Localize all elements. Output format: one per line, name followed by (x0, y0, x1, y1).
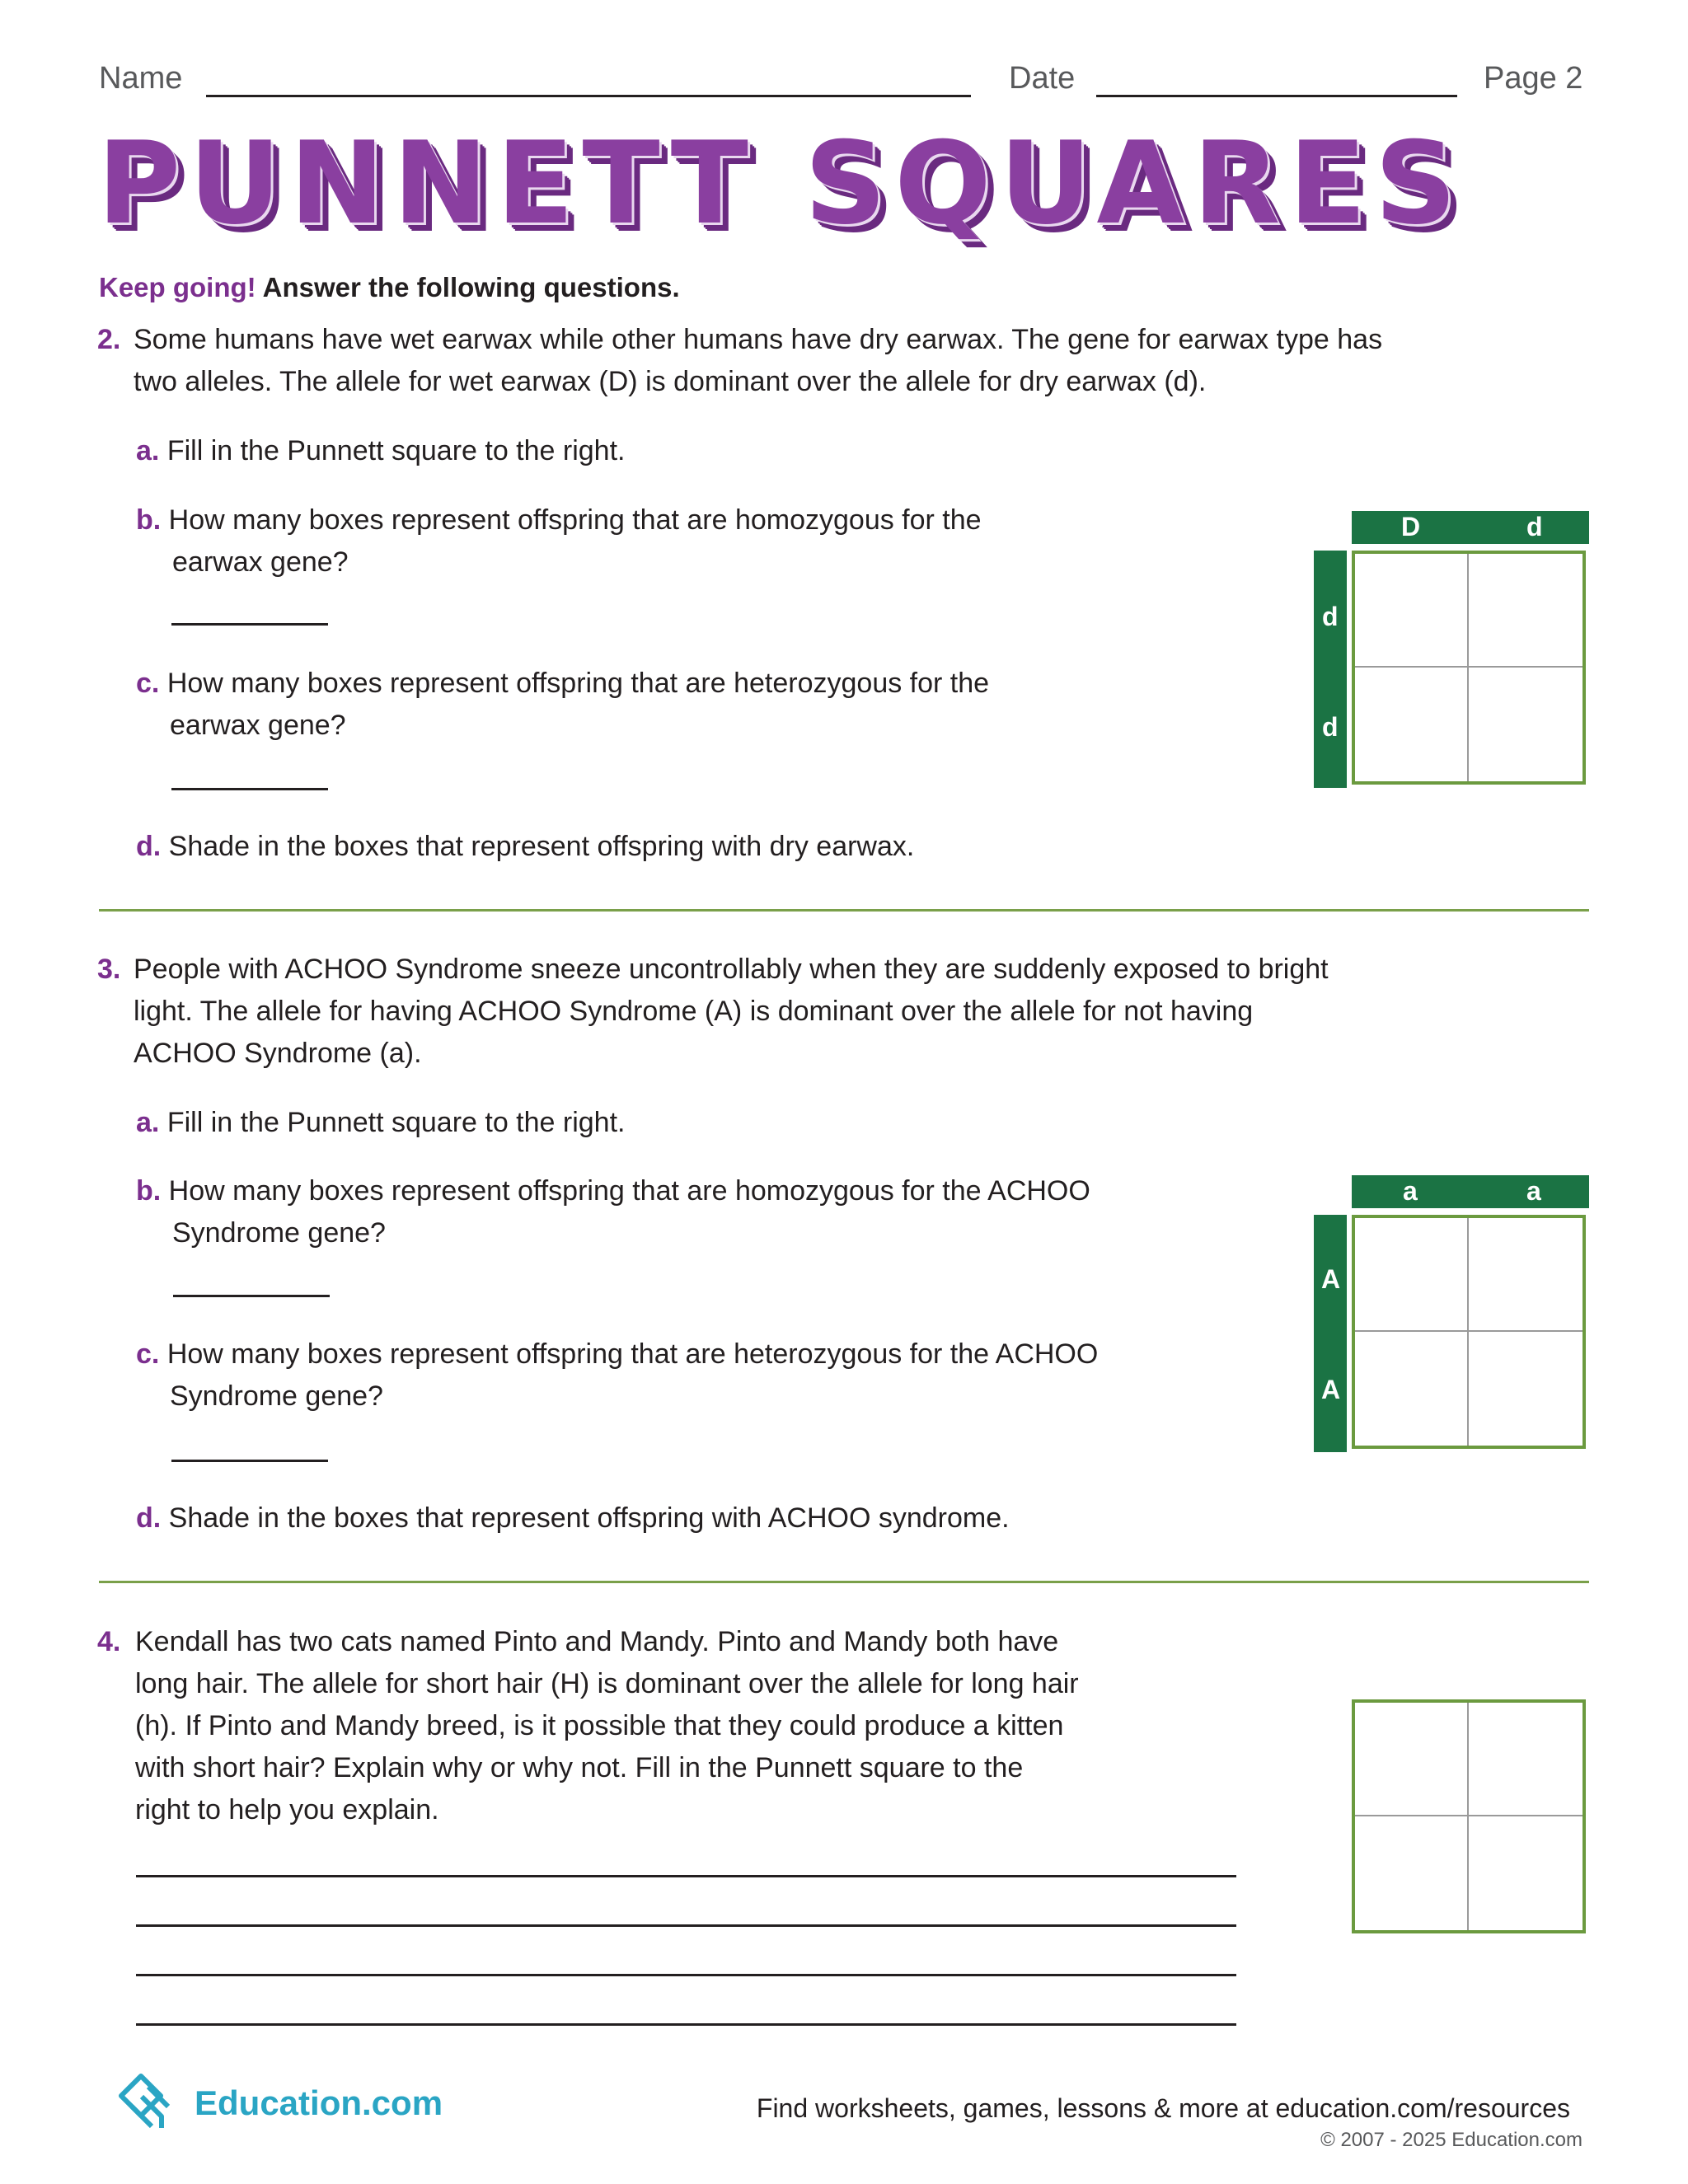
q3-punnett-top-header (1352, 1175, 1589, 1208)
name-line[interactable] (206, 95, 971, 97)
part-text-continued: Syndrome gene? (170, 1380, 383, 1412)
q3-part-d (136, 1497, 1010, 1540)
text-line: Kendall has two cats named Pinto and Mandy. Pinto and Mandy both have (135, 1626, 1059, 1657)
question-2-number (97, 319, 120, 361)
instructions-text: Answer the following questions. (262, 272, 680, 302)
text-line: long hair. The allele for short hair (H) is dominant over the allele for long hair (135, 1668, 1079, 1699)
q3-b-answer-blank[interactable] (173, 1295, 330, 1297)
part-letter: b. (136, 504, 162, 536)
punnett-cell[interactable] (1355, 1332, 1469, 1446)
punnett-cell[interactable] (1469, 668, 1582, 781)
question-4-text (135, 1621, 1289, 1831)
punnett-cell[interactable] (1469, 1816, 1582, 1930)
logo-text: Education.com (195, 2083, 443, 2122)
question-number: 4. (97, 1626, 121, 1657)
q3-c-answer-blank[interactable] (171, 1460, 328, 1462)
question-4-number (97, 1621, 120, 1663)
footer-resources-link[interactable]: Find worksheets, games, lessons & more at education.com/resources (756, 2093, 1570, 2123)
allele-label: d (1526, 512, 1543, 541)
allele-label: a (1403, 1176, 1418, 1206)
text-line: with short hair? Explain why or why not. Fill in the Punnett square to the (135, 1752, 1024, 1783)
q4-punnett-grid (1352, 1699, 1586, 1933)
education-logo[interactable] (115, 2070, 445, 2136)
question-number: 3. (97, 954, 121, 985)
q2-part-a (136, 430, 625, 472)
q4-answer-line[interactable] (136, 2023, 1236, 2026)
question-number: 2. (97, 324, 121, 355)
section-divider (99, 909, 1589, 912)
logo-icon (115, 2070, 181, 2136)
question-2-text (134, 319, 1601, 403)
punnett-cell[interactable] (1355, 1703, 1469, 1816)
part-text-continued: earwax gene? (172, 546, 349, 578)
punnett-cell[interactable] (1469, 1218, 1582, 1332)
footer-copyright: © 2007 - 2025 Education.com (1320, 2129, 1582, 2151)
text-line: light. The allele for having ACHOO Syndrome (A) is dominant over the allele for not having (134, 996, 1254, 1027)
q2-c-answer-blank[interactable] (171, 788, 328, 790)
part-letter: c. (136, 1338, 160, 1370)
allele-label: A (1321, 1264, 1341, 1294)
date-label: Date (1009, 61, 1076, 96)
part-letter: b. (136, 1175, 162, 1207)
part-text: How many boxes represent offspring that are heterozygous for the (166, 668, 990, 699)
part-letter: d. (136, 831, 162, 862)
section-divider (99, 1581, 1589, 1583)
q4-answer-line[interactable] (136, 1924, 1236, 1927)
q2-b-answer-blank[interactable] (171, 623, 328, 626)
punnett-cell[interactable] (1355, 1218, 1469, 1332)
allele-label: d (1322, 712, 1339, 742)
punnett-cell[interactable] (1355, 1816, 1469, 1930)
q2-part-b (136, 499, 982, 541)
text-line: (h). If Pinto and Mandy breed, is it possible that they could produce a kitten (135, 1710, 1064, 1741)
text-line: two alleles. The allele for wet earwax (D) is dominant over the allele for dry earwax (d). (134, 366, 1207, 397)
part-text: How many boxes represent offspring that are homozygous for the ACHOO (168, 1175, 1090, 1207)
text-line: Some humans have wet earwax while other humans have dry earwax. The gene for earwax type has (134, 324, 1383, 355)
part-letter: a. (136, 1107, 160, 1138)
q3-punnett-grid (1352, 1215, 1586, 1449)
allele-label: d (1322, 602, 1339, 631)
part-text-continued: earwax gene? (170, 710, 346, 741)
q2-part-d (136, 826, 914, 868)
page-title: PUNNETT SQUARES (97, 117, 1465, 250)
text-line: ACHOO Syndrome (a). (134, 1038, 422, 1069)
part-text-continued: Syndrome gene? (172, 1217, 386, 1249)
part-text: Fill in the Punnett square to the right. (166, 435, 626, 466)
q3-part-b (136, 1170, 1090, 1212)
instructions-accent: Keep going! (99, 272, 256, 302)
q2-punnett-top-header (1352, 511, 1589, 544)
question-3-number (97, 949, 120, 991)
q3-part-c (136, 1333, 1098, 1376)
punnett-cell[interactable] (1469, 554, 1582, 668)
q3-punnett-side-header (1314, 1215, 1347, 1452)
text-line: right to help you explain. (135, 1794, 439, 1825)
punnett-cell[interactable] (1355, 668, 1469, 781)
q4-answer-line[interactable] (136, 1875, 1236, 1877)
question-3-text (134, 949, 1601, 1075)
part-text: How many boxes represent offspring that are heterozygous for the ACHOO (166, 1338, 1099, 1370)
punnett-cell[interactable] (1469, 1703, 1582, 1816)
part-letter: d. (136, 1502, 162, 1534)
allele-label: D (1401, 512, 1421, 541)
text-line: People with ACHOO Syndrome sneeze uncontrollably when they are suddenly exposed to bright (134, 954, 1329, 985)
allele-label: a (1526, 1176, 1541, 1206)
name-label: Name (99, 61, 183, 96)
q4-answer-line[interactable] (136, 1974, 1236, 1976)
q2-punnett-side-header (1314, 551, 1347, 788)
part-text: Fill in the Punnett square to the right. (166, 1107, 626, 1138)
allele-label: A (1321, 1375, 1341, 1404)
q2-part-c (136, 663, 989, 705)
page-label: Page 2 (1484, 61, 1583, 96)
part-letter: a. (136, 435, 160, 466)
date-line[interactable] (1096, 95, 1457, 97)
part-text: How many boxes represent offspring that are homozygous for the (168, 504, 982, 536)
punnett-cell[interactable] (1355, 554, 1469, 668)
part-text: Shade in the boxes that represent offspring with ACHOO syndrome. (168, 1502, 1010, 1534)
q2-punnett-grid (1352, 551, 1586, 785)
q3-part-a (136, 1102, 625, 1144)
part-text: Shade in the boxes that represent offspring with dry earwax. (168, 831, 915, 862)
instructions (99, 272, 680, 303)
punnett-cell[interactable] (1469, 1332, 1582, 1446)
part-letter: c. (136, 668, 160, 699)
